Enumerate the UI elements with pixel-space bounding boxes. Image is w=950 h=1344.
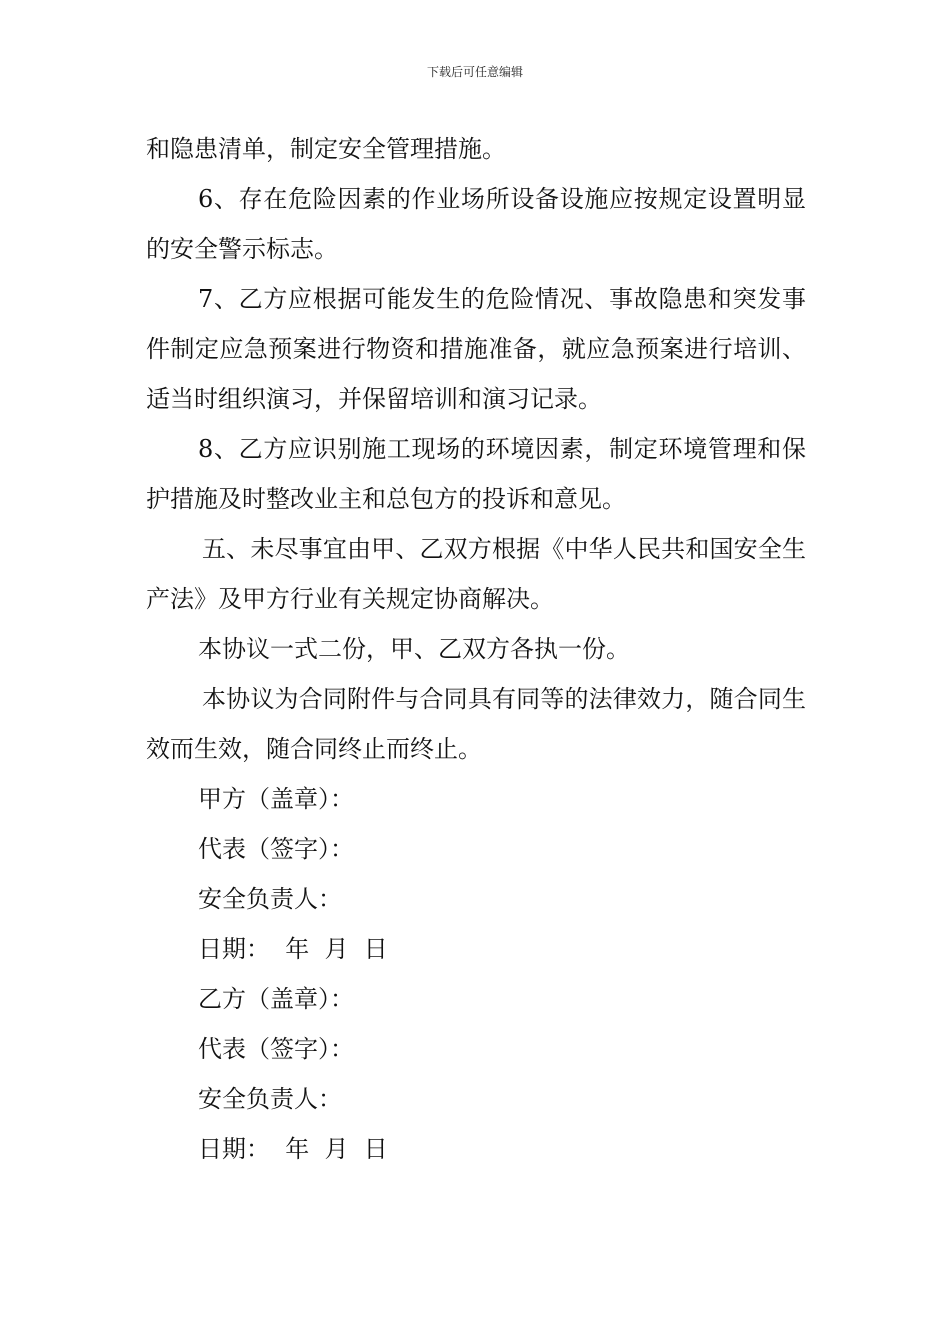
party-b-safety-officer-line: 安全负责人： — [198, 1085, 342, 1113]
party-a-representative-line: 代表（签字）： — [198, 835, 354, 863]
party-a-signature-block — [146, 774, 806, 974]
paragraph-copies: 本协议一式二份，甲、乙双方各执一份。 — [198, 635, 630, 663]
paragraph-validity: 本协议为合同附件与合同具有同等的法律效力，随合同生效而生效，随合同终止而终止。 — [146, 685, 806, 763]
paragraph-item-8: 8、乙方应识别施工现场的环境因素，制定环境管理和保护措施及时整改业主和总包方的投诉和意见。 — [146, 435, 806, 513]
paragraph-item-7: 7、乙方应根据可能发生的危险情况、事故隐患和突发事件制定应急预案进行物资和措施准备，就应急预案进行培训、适当时组织演习，并保留培训和演习记录。 — [146, 285, 806, 413]
party-b-signature-block — [146, 974, 806, 1174]
page-header-note: 下载后可任意编辑 — [426, 65, 523, 79]
party-b-representative-line: 代表（签字）： — [198, 1035, 354, 1063]
party-a-seal-line: 甲方（盖章）： — [198, 785, 354, 813]
party-b-date-line: 日期： 年 月 日 — [198, 1135, 388, 1163]
paragraph-section-5: 五、未尽事宜由甲、乙双方根据《中华人民共和国安全生产法》及甲方行业有关规定协商解决。 — [146, 535, 806, 613]
party-a-safety-officer-line: 安全负责人： — [198, 885, 342, 913]
document-body — [146, 124, 806, 1174]
paragraph-item-6: 6、存在危险因素的作业场所设备设施应按规定设置明显的安全警示标志。 — [146, 185, 806, 263]
paragraph-continuation: 和隐患清单，制定安全管理措施。 — [146, 135, 506, 163]
party-b-seal-line: 乙方（盖章）： — [198, 985, 354, 1013]
party-a-date-line: 日期： 年 月 日 — [198, 935, 388, 963]
